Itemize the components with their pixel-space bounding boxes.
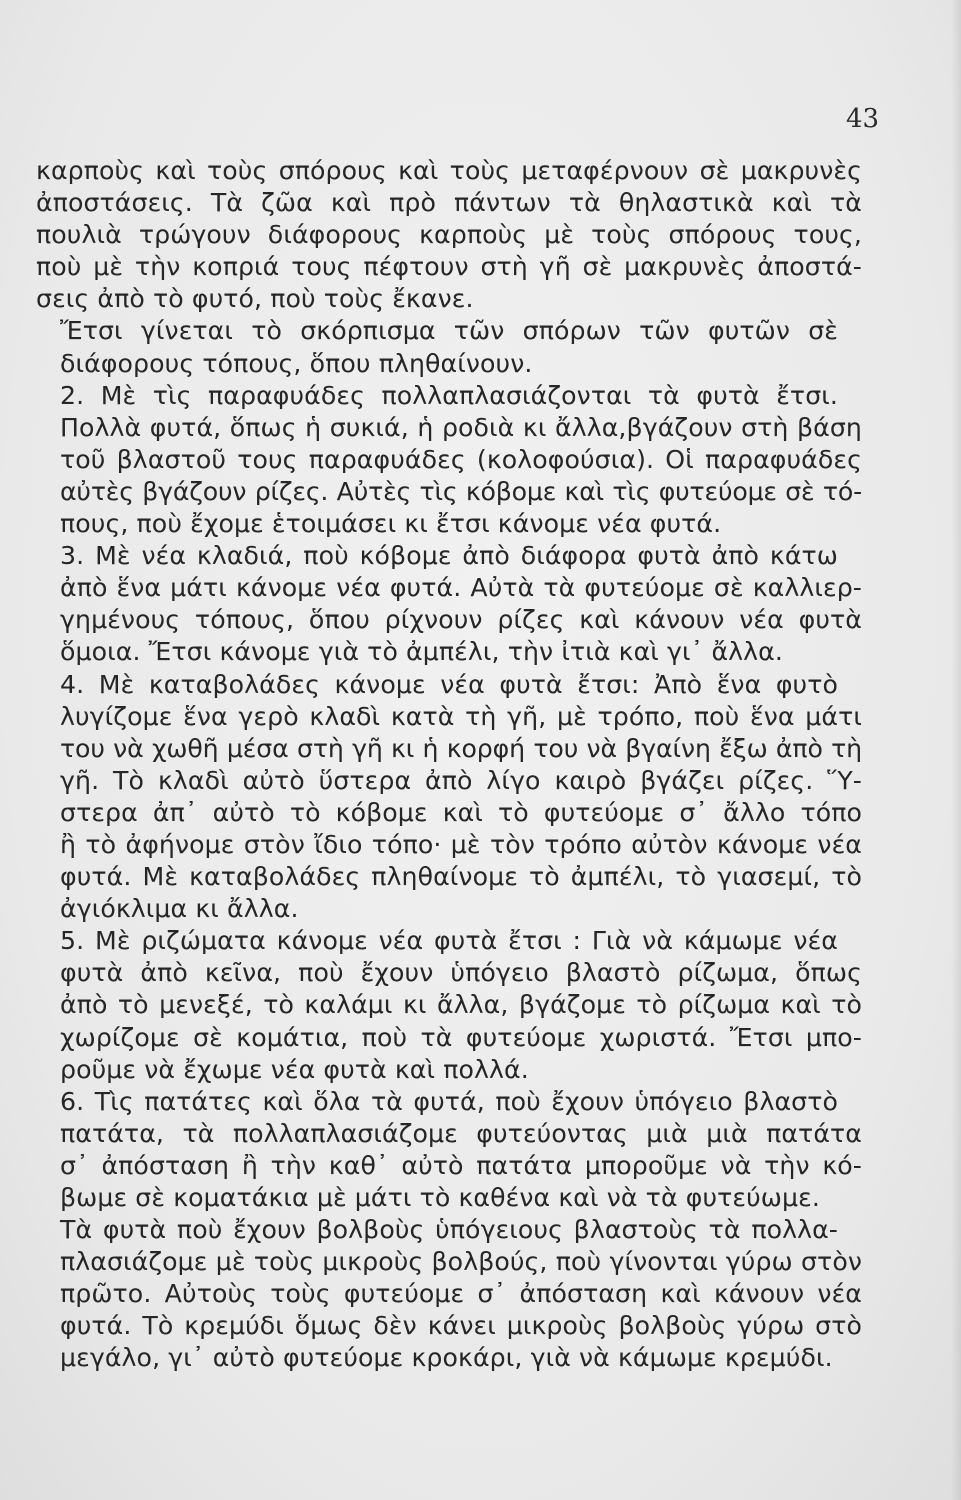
text-line: λυγίζομε ἕνα γερὸ κλαδὶ κατὰ τὴ γῆ, μὲ τρόπο, ποὺ ἕνα μάτι xyxy=(60,701,862,731)
text-line: χωρίζομε σὲ κομάτια, ποὺ τὰ φυτεύομε χωριστά. Ἔτσι μπο- xyxy=(60,1022,862,1052)
text-line: ροῦμε νὰ ἔχωμε νέα φυτὰ καὶ πολλά. xyxy=(60,1054,529,1084)
page-edge-shadow xyxy=(951,0,961,1500)
text-line: πρῶτο. Αὐτοὺς τοὺς φυτεύομε σ᾽ ἀπόσταση καὶ κάνουν νέα xyxy=(60,1279,862,1309)
text-line: γῆ. Τὸ κλαδὶ αὐτὸ ὕστερα ἀπὸ λίγο καιρὸ βγάζει ρίζες. Ὕ- xyxy=(60,765,862,795)
text-line: πλασιάζομε μὲ τοὺς μικροὺς βολβούς, ποὺ γίνονται γύρω στὸν xyxy=(60,1247,862,1277)
text-line: διάφορους τόπους, ὅπου πληθαίνουν. xyxy=(60,348,533,378)
text-line: πατάτα, τὰ πολλαπλασιάζομε φυτεύοντας μιὰ μιὰ πατάτα xyxy=(60,1118,862,1148)
text-line: φυτὰ ἀπὸ κεῖνα, ποὺ ἔχουν ὑπόγειο βλαστὸ ρίζωμα, ὅπως xyxy=(60,958,862,988)
text-line: 5. Μὲ ριζώματα κάνομε νέα φυτὰ ἔτσι : Γιὰ νὰ κάμωμε νέα xyxy=(60,926,838,956)
text-line: 2. Μὲ τὶς παραφυάδες πολλαπλασιάζονται τὰ φυτὰ ἔτσι. xyxy=(60,380,838,410)
paragraph xyxy=(36,1086,862,1214)
text-line: Τὰ φυτὰ ποὺ ἔχουν βολβοὺς ὑπόγειους βλαστοὺς τὰ πολλα- xyxy=(60,1215,838,1245)
paragraph xyxy=(36,925,862,1085)
paragraph xyxy=(36,669,862,926)
text-line: ἀγιόκλιμα κι ἄλλα. xyxy=(60,894,299,924)
paragraph xyxy=(36,315,862,379)
text-line: γημένους τόπους, ὅπου ρίχνουν ρίζες καὶ κάνουν νέα φυτὰ xyxy=(60,605,862,635)
text-line: ἀπὸ ἕνα μάτι κάνομε νέα φυτά. Αὐτὰ τὰ φυτεύομε σὲ καλλιερ- xyxy=(60,573,862,603)
text-line: βωμε σὲ κοματάκια μὲ μάτι τὸ καθένα καὶ νὰ τὰ φυτεύωμε. xyxy=(60,1183,820,1212)
text-line: ἢ τὸ ἀφήνομε στὸν ἴδιο τόπο· μὲ τὸν τρόπο αὐτὸν κάνομε νέα xyxy=(60,829,862,859)
text-line: ἀποστάσεις. Τὰ ζῶα καὶ πρὸ πάντων τὰ θηλαστικὰ καὶ τὰ xyxy=(36,188,862,218)
text-line: τοῦ βλαστοῦ τους παραφυάδες (κολοφούσια). Οἱ παραφυάδες xyxy=(60,444,862,474)
text-line: 4. Μὲ καταβολάδες κάνομε νέα φυτὰ ἔτσι: Ἀπὸ ἕνα φυτὸ xyxy=(60,669,838,699)
paragraph xyxy=(36,155,862,315)
body-text xyxy=(36,155,862,1375)
text-line: 3. Μὲ νέα κλαδιά, ποὺ κόβομε ἀπὸ διάφορα φυτὰ ἀπὸ κάτω xyxy=(60,541,838,571)
text-line: σ᾽ ἀπόσταση ἢ τὴν καθ᾽ αὐτὸ πατάτα μποροῦμε νὰ τὴν κό- xyxy=(60,1150,862,1180)
text-line: καρποὺς καὶ τοὺς σπόρους καὶ τοὺς μεταφέρνουν σὲ μακρυνὲς xyxy=(36,156,862,185)
text-line: Ἔτσι γίνεται τὸ σκόρπισμα τῶν σπόρων τῶν φυτῶν σὲ xyxy=(60,316,838,346)
page-number: 43 xyxy=(846,104,880,134)
paragraph xyxy=(36,1214,862,1374)
text-line: 6. Τὶς πατάτες καὶ ὅλα τὰ φυτά, ποὺ ἔχουν ὑπόγειο βλαστὸ xyxy=(60,1086,838,1116)
text-line: του νὰ χωθῆ μέσα στὴ γῆ κι ἡ κορφή του νὰ βγαίνη ἔξω ἀπὸ τὴ xyxy=(60,733,862,763)
text-line: ἀπὸ τὸ μενεξέ, τὸ καλάμι κι ἄλλα, βγάζομε τὸ ρίζωμα καὶ τὸ xyxy=(60,990,862,1020)
text-line: φυτά. Τὸ κρεμύδι ὅμως δὲν κάνει μικροὺς βολβοὺς γύρω στὸ xyxy=(60,1311,862,1341)
text-line: Πολλὰ φυτά, ὅπως ἡ συκιά, ἡ ροδιὰ κι ἄλλα,βγάζουν στὴ βάση xyxy=(60,412,862,442)
text-line: ὅμοια. Ἔτσι κάνομε γιὰ τὸ ἀμπέλι, τὴν ἰτιὰ καὶ γι᾽ ἄλλα. xyxy=(60,637,783,667)
paragraph xyxy=(36,540,862,668)
text-line: στερα ἀπ᾽ αὐτὸ τὸ κόβομε καὶ τὸ φυτεύομε σ᾽ ἄλλο τόπο xyxy=(60,797,862,827)
text-line: μεγάλο, γι᾽ αὐτὸ φυτεύομε κροκάρι, γιὰ νὰ κάμωμε κρεμύδι. xyxy=(60,1343,833,1373)
paragraph xyxy=(36,380,862,540)
text-line: πουλιὰ τρώγουν διάφορους καρποὺς μὲ τοὺς σπόρους τους, xyxy=(36,220,862,250)
text-line: πους, ποὺ ἔχομε ἑτοιμάσει κι ἔτσι κάνομε νέα φυτά. xyxy=(60,509,722,539)
text-line: ποὺ μὲ τὴν κοπριά τους πέφτουν στὴ γῆ σὲ μακρυνὲς ἀποστά- xyxy=(36,252,862,282)
text-line: σεις ἀπὸ τὸ φυτό, ποὺ τοὺς ἔκανε. xyxy=(36,284,474,314)
text-line: αὐτὲς βγάζουν ρίζες. Αὐτὲς τὶς κόβομε καὶ τὶς φυτεύομε σὲ τό- xyxy=(60,476,862,506)
text-line: φυτά. Μὲ καταβολάδες πληθαίνομε τὸ ἀμπέλι, τὸ γιασεμί, τὸ xyxy=(60,862,862,892)
